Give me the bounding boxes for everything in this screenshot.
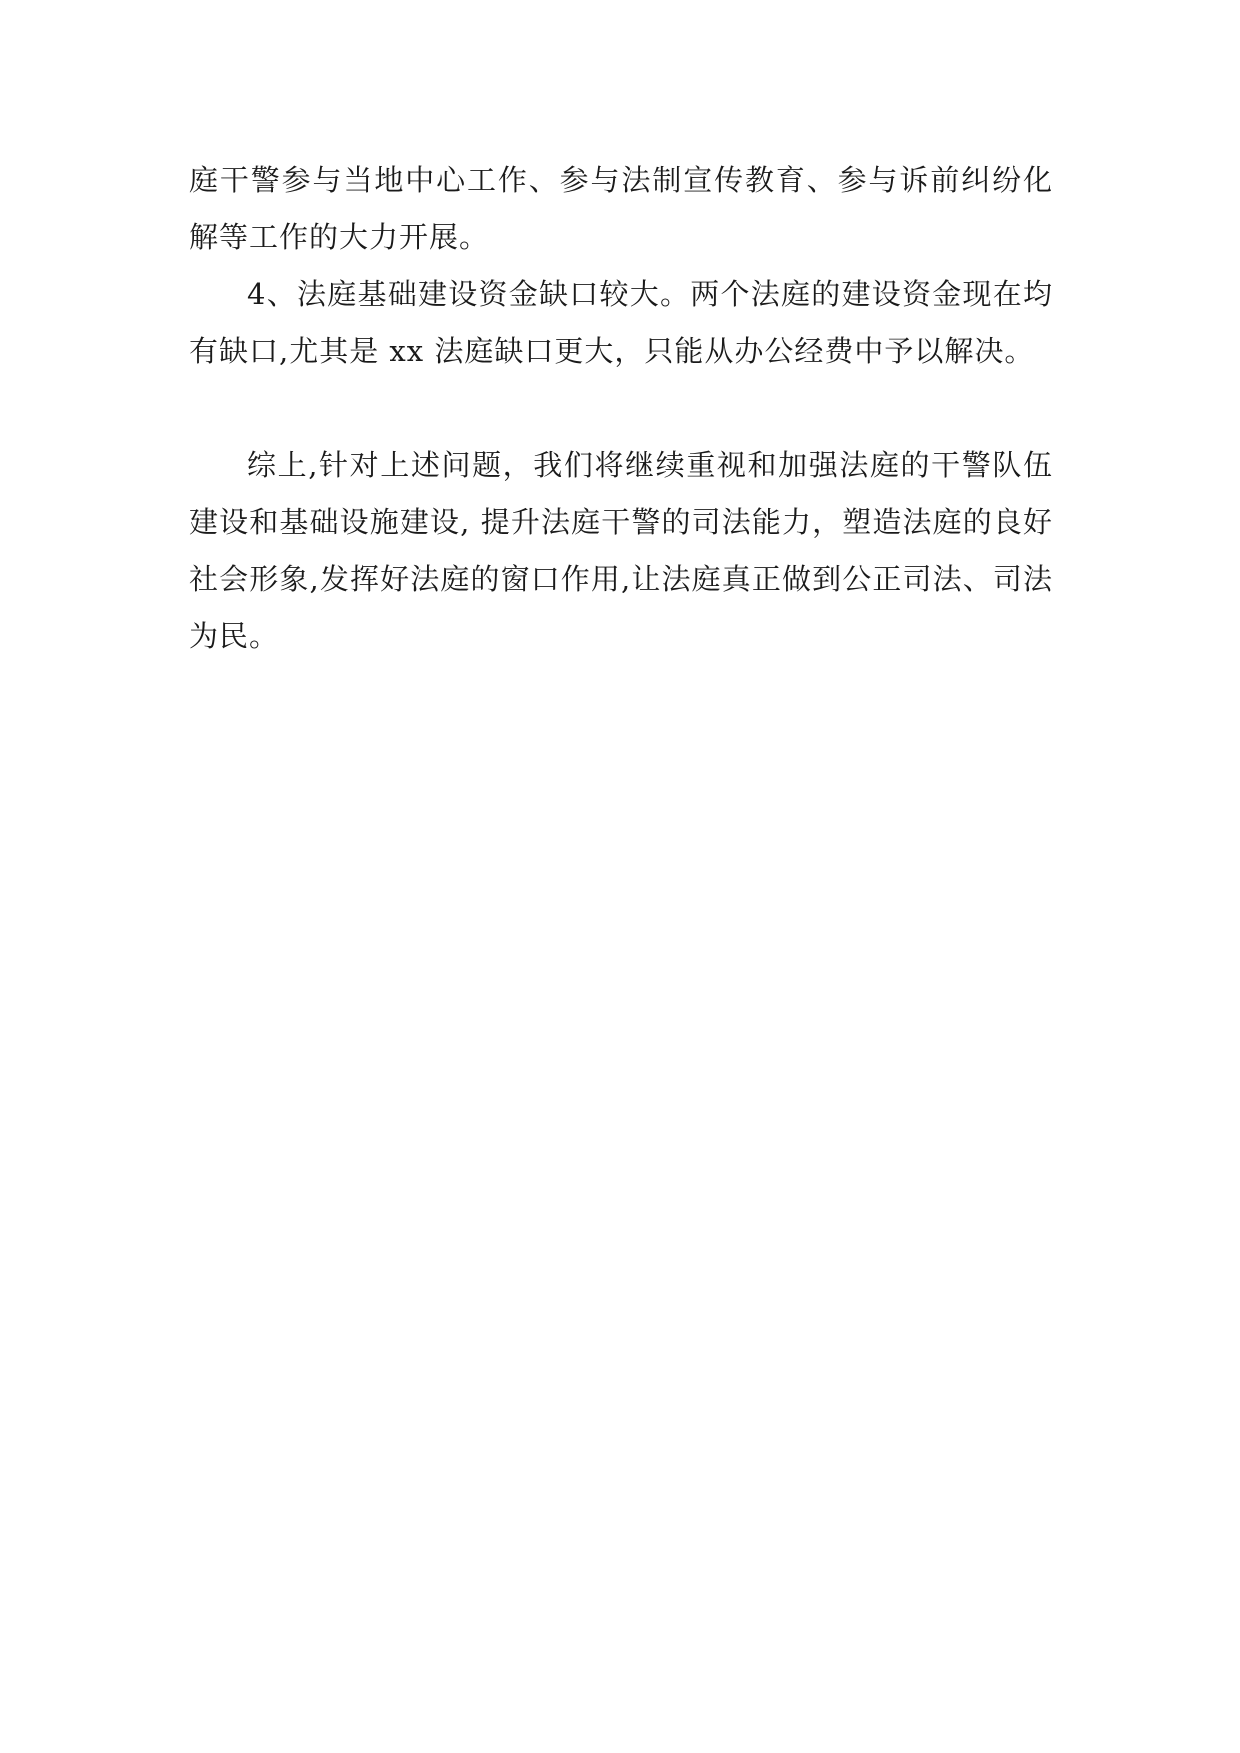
document-body [189,152,1053,665]
paragraph-conclusion: 综上,针对上述问题，我们将继续重视和加强法庭的干警队伍建设和基础设施建设, 提升法庭干警的司法能力，塑造法庭的良好社会形象,发挥好法庭的窗口作用,让法庭真正做到公正司法、司法为民。 [189,448,1053,653]
paragraph-continuation: 庭干警参与当地中心工作、参与法制宣传教育、参与诉前纠纷化解等工作的大力开展。 [189,163,1053,254]
paragraph-spacer [189,380,1053,437]
paragraph-item-4: 4、法庭基础建设资金缺口较大。两个法庭的建设资金现在均有缺口,尤其是 xx 法庭缺口更大，只能从办公经费中予以解决。 [189,277,1053,368]
